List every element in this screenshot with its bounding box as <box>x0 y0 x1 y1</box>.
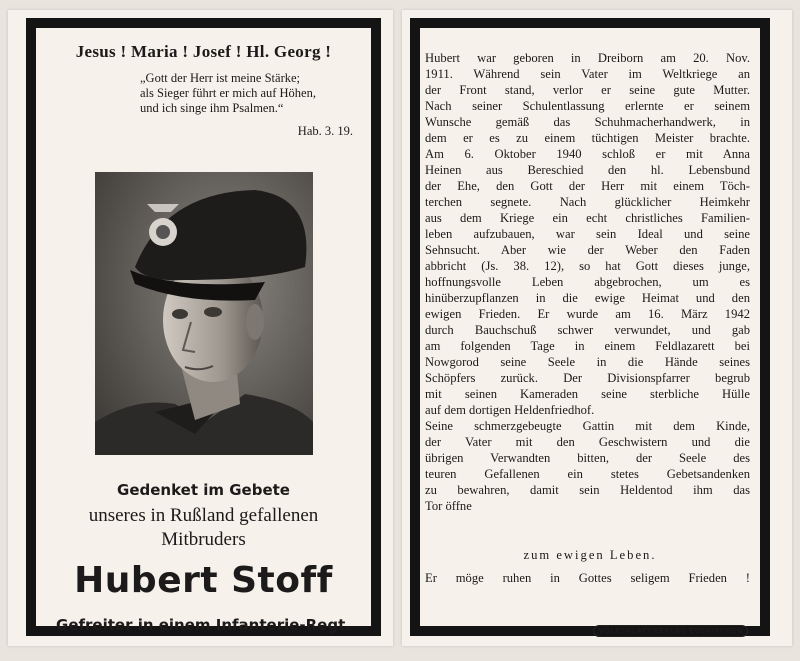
military-rank: Gefreiter in einem Infanterie-Regt. <box>56 616 351 634</box>
quote-line: als Sieger führt er mich auf Höhen, <box>140 86 316 100</box>
biography-line: terchen segnete. Nach glücklicher Heimkehr <box>425 195 750 209</box>
biography-line: abbricht (Js. 38. 12), so hat Gott dieses junge, <box>425 259 750 273</box>
invocation-heading: Jesus ! Maria ! Josef ! Hl. Georg ! <box>75 42 332 61</box>
biography-line: Hubert war geboren in Dreiborn am 20. Nov. <box>425 51 750 65</box>
biography-line: durch Bauchschuß schwer verwundet, und gab <box>425 323 750 337</box>
biography-line: der Ehe, den Gott der Herr mit einem Töch- <box>425 179 750 193</box>
biography-line: mit seinen Kameraden seine sterbliche Hülle <box>425 387 750 401</box>
biography-line: Schöpfers zurück. Der Divisionspfarrer begrub <box>425 371 750 385</box>
black-mourning-border <box>410 18 770 636</box>
scripture-reference: Hab. 3. 19. <box>297 124 353 138</box>
biography-text <box>425 50 750 514</box>
biography-line: hinüberzupflanzen in die ewige Heimat und den <box>425 291 750 305</box>
biography-line: Nowgorod seine Seele in die Hände seines <box>425 355 750 369</box>
biography-line: Sehnsucht. Aber wie der Weber den Faden <box>425 243 750 257</box>
biography-line: der Front stand, verlor er seine gute Mutter. <box>425 83 750 97</box>
biography-line: 1911. Während sein Vater im Weltkriege an <box>425 67 750 81</box>
soldier-portrait-photo <box>95 172 313 455</box>
memorial-card-front <box>8 10 393 646</box>
biography-line: aus dem Kriege ein echt christliches Familien- <box>425 211 750 225</box>
eternal-life-line: zum ewigen Leben. <box>523 548 657 562</box>
rest-in-peace-line: Er möge ruhen in Gottes seligem Frieden ! <box>425 571 750 585</box>
biography-line: auf dem dortigen Heldenfriedhof. <box>425 403 595 417</box>
biography-line: leben aufzubauen, war sein Ideal und seine <box>425 227 750 241</box>
quote-line: und ich singe ihm Psalmen.“ <box>140 101 284 115</box>
biography-line: zu bewahren, damit sein Heldentod ihm das <box>425 483 750 497</box>
biography-line: Seine schmerzgebeugte Gattin mit dem Kinde, <box>425 419 750 433</box>
subtitle-line: Mitbruders <box>161 529 246 550</box>
subtitle-line: unseres in Rußland gefallenen <box>88 505 319 526</box>
biography-line: Heinen aus Bereschied den hl. Lebensbund <box>425 163 750 177</box>
biography-line: Tor öffne <box>425 499 472 513</box>
memorial-card-back <box>402 10 792 646</box>
deceased-name: Hubert Stoff <box>74 560 333 601</box>
publisher-stamp: VOLKSBLATT-VERLAG EUSKIRCHEN <box>593 625 748 637</box>
biography-line: Wunsche gemäß das Schuhmacherhandwerk, in <box>425 115 750 129</box>
biography-line: der Vater mit den Geschwistern und die <box>425 435 750 449</box>
black-mourning-border <box>26 18 381 636</box>
biography-line: dem er es zu einem tüchtigen Meister brachte. <box>425 131 750 145</box>
biography-line: ewigen Frieden. Er wurde am 16. März 1942 <box>425 307 750 321</box>
biography-line: Nach seiner Schulentlassung erlernte er seinem <box>425 99 750 113</box>
quote-line: „Gott der Herr ist meine Stärke; <box>140 71 301 85</box>
biography-line: teuren Gefallenen ein stetes Gebetsandenken <box>425 467 750 481</box>
biography-line: Am 6. Oktober 1940 schloß er mit Anna <box>425 147 750 161</box>
fallen-subtitle <box>36 504 371 552</box>
biography-line: hoffnungsvolle Leben abgebrochen, um es <box>425 275 750 289</box>
biography-line: am folgenden Tage in einem Feldlazarett bei <box>425 339 750 353</box>
biography-line: übrigen Verwandten bitten, der Seele des <box>425 451 750 465</box>
prayer-request-heading: Gedenket im Gebete <box>117 481 290 499</box>
scripture-quote <box>140 71 376 116</box>
